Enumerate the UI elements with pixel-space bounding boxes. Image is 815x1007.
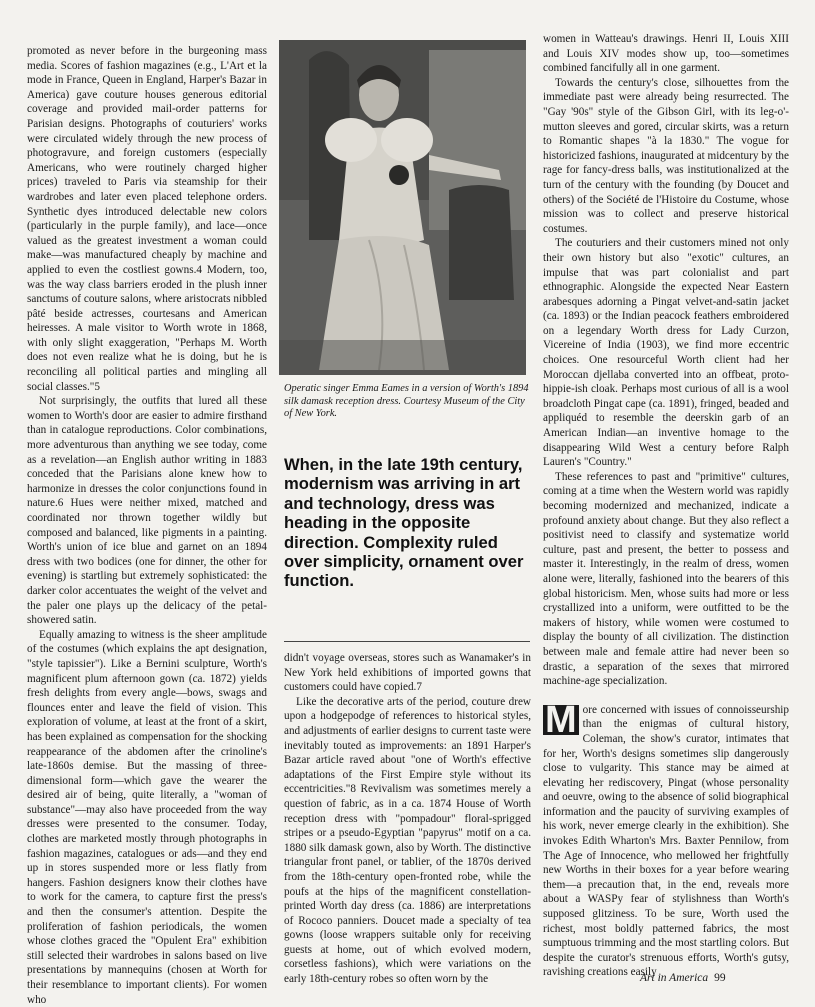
paragraph: These references to past and "primitive" cultures, coming at a time when the Western world was rapidly becoming modernized and mechanized, indicate a profound anxiety about change. But they also reflect a positivist need to classify and systematize world culture, past and present, the better to possess and master it. Interestingly, in the realm of dress, women alone were, literally, fashioned into the bearers of this global historicism. Men, whose suits had more or less crystallized into a uniform, were outfitted to be the makers of history, while women were costumed to display the bounty of all civilization. The distinction between male and female attire had never been so drastic, a separation of the sexes that mirrored machine-age specialization. [543, 470, 789, 688]
divider [284, 641, 530, 642]
paragraph: The couturiers and their customers mined not only their own history but also "exotic" cultures, an impulse that was part colonialist and part ethnographic. Alongside the expected Near Eastern arabesques adorning a Pingat velvet-and-satin jacket (ca. 1893) or the Indian peacock feathers embroidered on a legendary Worth dress for Lady Curzon, Vicereine of India (1903), we find more eccentric choices. One resourceful Worth client had her Moroccan djellaba converted into an offbeat, proto-hippie-ish cloak. Perhaps most curious of all is a wool broadcloth Pingat cape (ca. 1891), fringed, beaded and appliquéd to resemble the deerskin garb of an American Indian—an inventive homage to the disappearing Wild West a century before Ralph Lauren's "Country." [543, 237, 789, 469]
paragraph-text: ore concerned with issues of connoisseurship than the enigmas of cultural history, Coleman, the show's curator, intimates that for her, Worth's designs sometimes slip dangerously close to vulgarity. This stance may be aimed at elevating her rediscovery, Pingat (whose personality and oeuvre, owing to the absence of solid biographical information and the paucity of surviving examples of his work, never emerge clearly in the exhibition). She invokes Edith Wharton's Mrs. Baxter Pennilow, from The Age of Innocence, who mellowed her frightfully new Worths in their boxes for a year before wearing them—a precaution that, in the end, reveals more about a WASPy fear of stylishness than Worth's supposed glitziness. To be sure, Worth used the richest, most boldly patterned fabrics, the most sumptuous trimming and the most startling colors. But despite the curator's strenuous efforts, Worth's gutsy, ravishing creations easily [543, 703, 789, 979]
paragraph: Towards the century's close, silhouettes from the immediate past were already being resurrected. The "Gay '90s" style of the Gibson Girl, with its leg-o'-mutton sleeves and gored, circular skirts, was a return to Romantic shapes "à la 1830." The vogue for historicized fashions, inaugurated at midcentury by the rage for fancy-dress balls, was institutionalized at the turn of the century with the founding (by Doucet and others) of the Société de l'Histoire du Costume, whose mission was to collect and preserve historical costumes. [543, 76, 789, 235]
photo-caption: Operatic singer Emma Eames in a version of Worth's 1894 silk damask reception dress. Courtesy Museum of the City of New York. [284, 383, 529, 420]
photo-emma-eames [279, 40, 526, 375]
paragraph-dropcap [543, 698, 789, 980]
paragraph: promoted as never before in the burgeoning mass media. Scores of fashion magazines (e.g., L'Art et la mode in France, Queen in England, Harper's Bazar in America) gave couture houses generous editorial coverage and provided mail-order patterns for Parisian designs. Photographs of couturiers' works were circulated widely through the new process of photogravure, and foreign customers (especially Americans, who were routinely charged higher prices) traveled to Paris via steamship for their wardrobes and later even placed telephone orders. Synthetic dyes introduced delectable new colors (particularly in the purple family), and lace—once valued as the greatest investment a woman could make—was manufactured cheaply by machine and applied to even the costliest gowns.4 Modern, too, was the way class barriers eroded in the plush inner sanctums of couture salons, where aristocrats nibbled pâté beside actresses, courtesans and American heiresses. A male visitor to Worth wrote in 1868, with only slight exaggeration, "Perhaps M. Worth does not even realize what he is doing, but he is reconciling all political parties and mingling all social classes."5 [27, 45, 267, 393]
paragraph: didn't voyage overseas, stores such as Wanamaker's in New York held exhibitions of imported gowns that customers could have copied.7 [284, 652, 531, 694]
page-number: 99 [714, 972, 726, 984]
pull-quote: When, in the late 19th century, modernism was arriving in art and technology, dress was heading in the opposite direction. Complexity ruled over simplicity, ornament over function. [284, 455, 524, 591]
page-footer [640, 972, 726, 984]
paragraph: women in Watteau's drawings. Henri II, Louis XIII and Louis XIV modes show up, too—sometimes combined fancifully all in one garment. [543, 33, 789, 75]
column-right [543, 32, 789, 980]
magazine-name: Art in America [640, 972, 709, 984]
section-break [543, 689, 789, 703]
paragraph: Like the decorative arts of the period, couture drew upon a hodgepodge of references to historical styles, and adjustments of earlier designs to current taste were inevitably touted as improvements: an 1891 Harper's Bazar article raved about "one of Worth's effective adaptations of the First Empire style without its eccentricities."8 Revivalism was sometimes merely a question of fabric, as in a ca. 1874 House of Worth reception dress with "pompadour" floral-sprigged stripes or a pseudo-Egyptian "papyrus" motif on a ca. 1880 silk damask gown, also by Worth. The distinctive triangular front panel, or tablier, of the 1870s derived from the 18th-century open-fronted robe, while the poufs at the hips of the magnificent constellation-printed Worth day dress (ca. 1886) are interpretations of Rococo panniers. Doucet made a specialty of tea gowns (loose wrappers suitable only for receiving guests at home, out of which evolved modern, corsetless fashions), which were variations on the early 18th-century robes so often worn by the [284, 695, 531, 986]
paragraph: Equally amazing to witness is the sheer amplitude of the costumes (which explains the apt designation, "style tapissier"). Like a Bernini sculpture, Worth's magnificent plum afternoon gown (ca. 1872) yields fresh delights from every angle—bows, swags and flounces enter and leave the field of vision. This exploration of volume, at least at the front of a skirt, has been explained as compensation for the shocking reappearance of the abdomen after the crinoline's late-1860s demise. But the massing of three-dimensional form—which gave the wearer the desired air of being, quite literally, a "woman of substance"—may also have proceeded from the way dresses were presented to the consumer. Today, clothes are marketed mostly through photographs in fashion magazines, catalogues or ads—and they end up in stores suspended more or less flatly from hangers. Fashion designers know their clothes have to work for the camera, to capture first the press's and then the consumer's attention. Despite the proliferation of fashion periodicals, the women whose clothes graced the "Opulent Era" exhibition still selected their wardrobes in salons based on live presentations by mannequins (chosen at Worth for their resemblance to important clients). For women who [27, 628, 267, 1006]
column-middle [284, 651, 531, 987]
drop-cap: M [545, 698, 577, 741]
column-left [27, 44, 267, 1007]
paragraph: Not surprisingly, the outfits that lured all these women to Worth's door are easier to admire firsthand than in catalogue reproductions. Color combinations, more adventurous than anything we see today, come as a revelation—an English author writing in 1883 conceded that the Parisians alone knew how to harmonize in dresses the color conjunctions found in nature.6 Hues were neither mixed, matched and coordinated nor thrown together wildly but composed and balanced, like pigments in a painting. Worth's union of ice blue and garnet on an 1894 dress with two bodices (one for dinner, the other for evening) is startling but extremely sophisticated: the darker color accentuates the weight of the velvet and the paler one plays up the delicacy of the petal-showered satin. [27, 395, 267, 627]
